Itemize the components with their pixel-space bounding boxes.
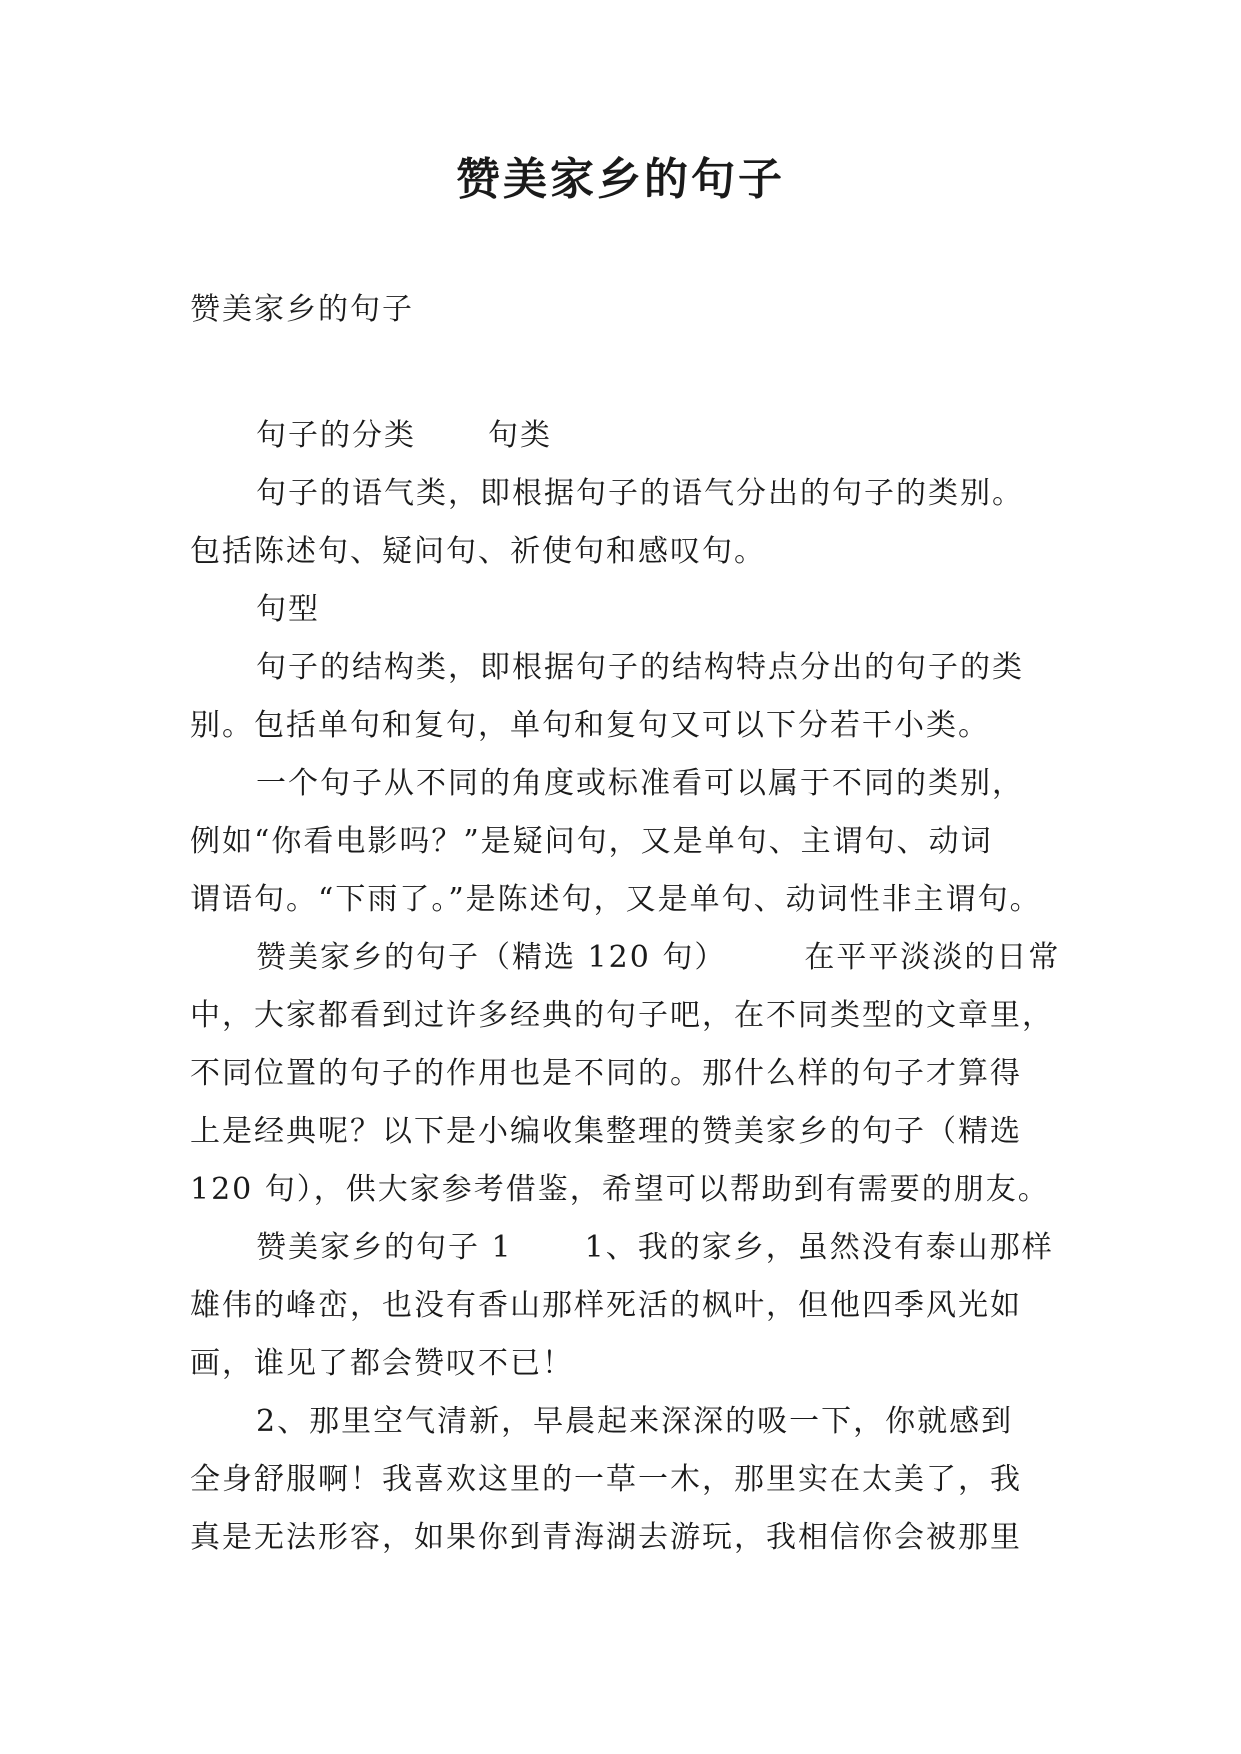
text-segment: 句类 <box>488 418 552 453</box>
text-line: 一个句子从不同的角度或标准看可以属于不同的类别， <box>256 766 1024 801</box>
text-line: 句型 <box>256 592 320 627</box>
text-line: 包括陈述句、疑问句、祈使句和感叹句。 <box>190 534 766 569</box>
text-line: 谓语句。“下雨了。”是陈述句，又是单句、动词性非主谓句。 <box>190 882 1042 917</box>
text-segment: 在平平淡淡的日常 <box>804 940 1061 975</box>
page-title: 赞美家乡的句子 <box>456 154 785 205</box>
text-line: 别。包括单句和复句，单句和复句又可以下分若干小类。 <box>190 708 990 743</box>
text-line <box>190 407 1060 465</box>
text-line: 中，大家都看到过许多经典的句子吧，在不同类型的文章里， <box>190 998 1054 1033</box>
text-line: 雄伟的峰峦，也没有香山那样死活的枫叶，但他四季风光如 <box>190 1288 1022 1323</box>
text-line <box>190 929 1060 987</box>
text-line: 例如“你看电影吗？”是疑问句，又是单句、主谓句、动词 <box>190 824 993 859</box>
text-segment: 句子的分类 <box>256 418 416 453</box>
text-line: 120 句），供大家参考借鉴，希望可以帮助到有需要的朋友。 <box>190 1172 1050 1207</box>
text-line: 全身舒服啊！我喜欢这里的一草一木，那里实在太美了，我 <box>190 1462 1022 1497</box>
text-line: 不同位置的句子的作用也是不同的。那什么样的句子才算得 <box>190 1056 1022 1091</box>
text-line: 画，谁见了都会赞叹不已！ <box>190 1346 574 1381</box>
text-line: 上是经典呢？以下是小编收集整理的赞美家乡的句子（精选 <box>190 1114 1022 1149</box>
text-segment: 1、我的家乡，虽然没有泰山那样 <box>584 1230 1054 1265</box>
text-segment: 赞美家乡的句子 1 <box>256 1230 513 1265</box>
body-text <box>190 407 1060 1567</box>
text-line: 真是无法形容，如果你到青海湖去游玩，我相信你会被那里 <box>190 1520 1022 1555</box>
text-line: 句子的语气类，即根据句子的语气分出的句子的类别。 <box>256 476 1024 511</box>
text-line: 2、那里空气清新，早晨起来深深的吸一下，你就感到 <box>256 1404 1014 1439</box>
document-subtitle: 赞美家乡的句子 <box>190 292 414 327</box>
text-line <box>190 1219 1060 1277</box>
text-line: 句子的结构类，即根据句子的结构特点分出的句子的类 <box>256 650 1024 685</box>
text-segment: 赞美家乡的句子（精选 120 句） <box>256 940 727 975</box>
